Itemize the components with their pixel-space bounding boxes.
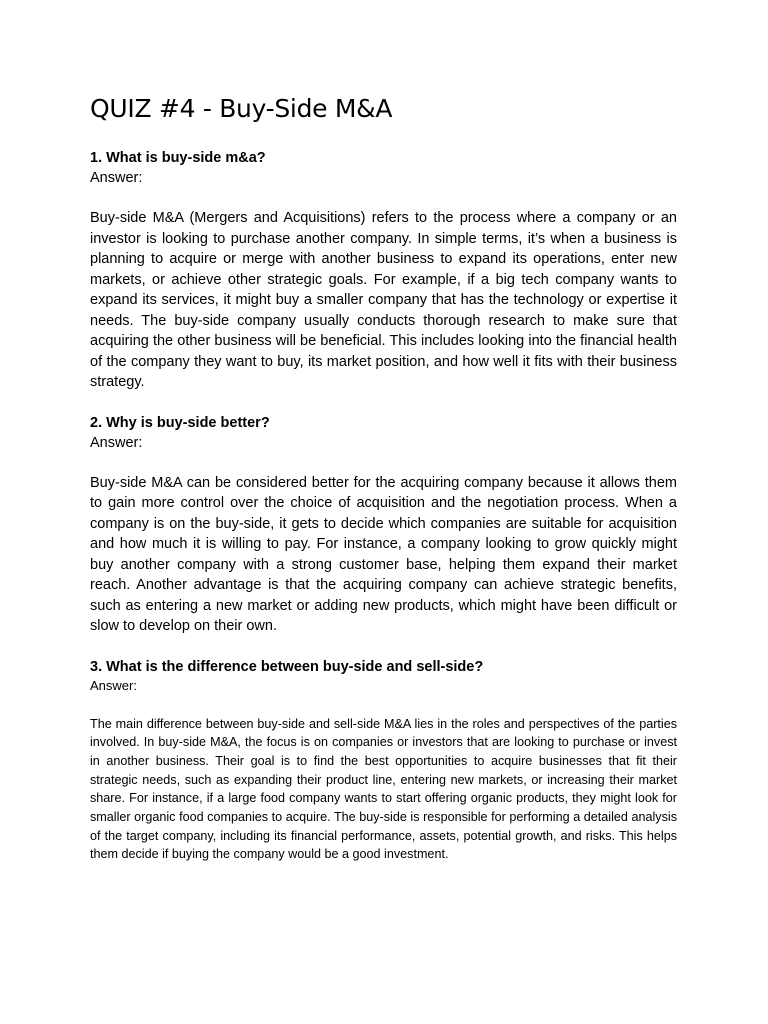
answer-label-3: Answer:	[90, 677, 137, 693]
answer-label-2: Answer:	[90, 434, 143, 451]
quiz-section-1	[90, 148, 677, 393]
document-page	[90, 92, 677, 884]
question-2: 2. Why is buy-side better?	[90, 414, 270, 431]
answer-text-1: Buy-side M&A (Mergers and Acquisitions) refers to the process where a company or an investor is looking to purchase another company. In simple terms, it’s when a business is planning to acquire or merge with another business to expand its operations, enter new markets, or achieve other strategic goals. For example, if a big tech company wants to expand its services, it might buy a smaller company that has the technology or expertise it needs. The buy-side company usually conducts thorough research to make sure that acquiring the other business will be beneficial. This includes looking into the financial health of the company they want to buy, its market position, and how well it fits with their business strategy.	[90, 210, 677, 390]
answer-label-1: Answer:	[90, 170, 143, 186]
question-3: 3. What is the difference between buy-side and sell-side?	[90, 658, 484, 675]
quiz-section-2	[90, 413, 677, 637]
document-title: QUIZ #4 - Buy-Side M&A	[90, 94, 393, 123]
answer-text-2: Buy-side M&A can be considered better for the acquiring company because it allows them to gain more control over the choice of acquisition and the negotiation process. When a company is on the buy-side, it gets to decide which companies are suitable for acquisition and how much it is willing to pay. For instance, a company looking to grow quickly might buy another company with a strong customer base, helping them expand their market reach. Another advantage is that the acquiring company can achieve strategic benefits, such as entering a new market or adding new products, which might have been difficult or slow to develop on their own.	[90, 474, 677, 634]
quiz-section-3	[90, 657, 677, 865]
question-1: 1. What is buy-side m&a?	[90, 150, 266, 166]
answer-text-3: The main difference between buy-side and sell-side M&A lies in the roles and perspectives of the parties involved. In buy-side M&A, the focus is on companies or investors that are looking to purchase or invest in another business. Their goal is to find the best opportunities to acquire businesses that fit their strategic needs, such as expanding their product line, entering new markets, or increasing their market share. For instance, if a large food company wants to start offering organic products, they might look for smaller organic food companies to acquire. The buy-side is responsible for performing a detailed analysis of the target company, including its financial performance, assets, potential growth, and risks. This helps them decide if buying the company would be a good investment.	[90, 716, 677, 862]
